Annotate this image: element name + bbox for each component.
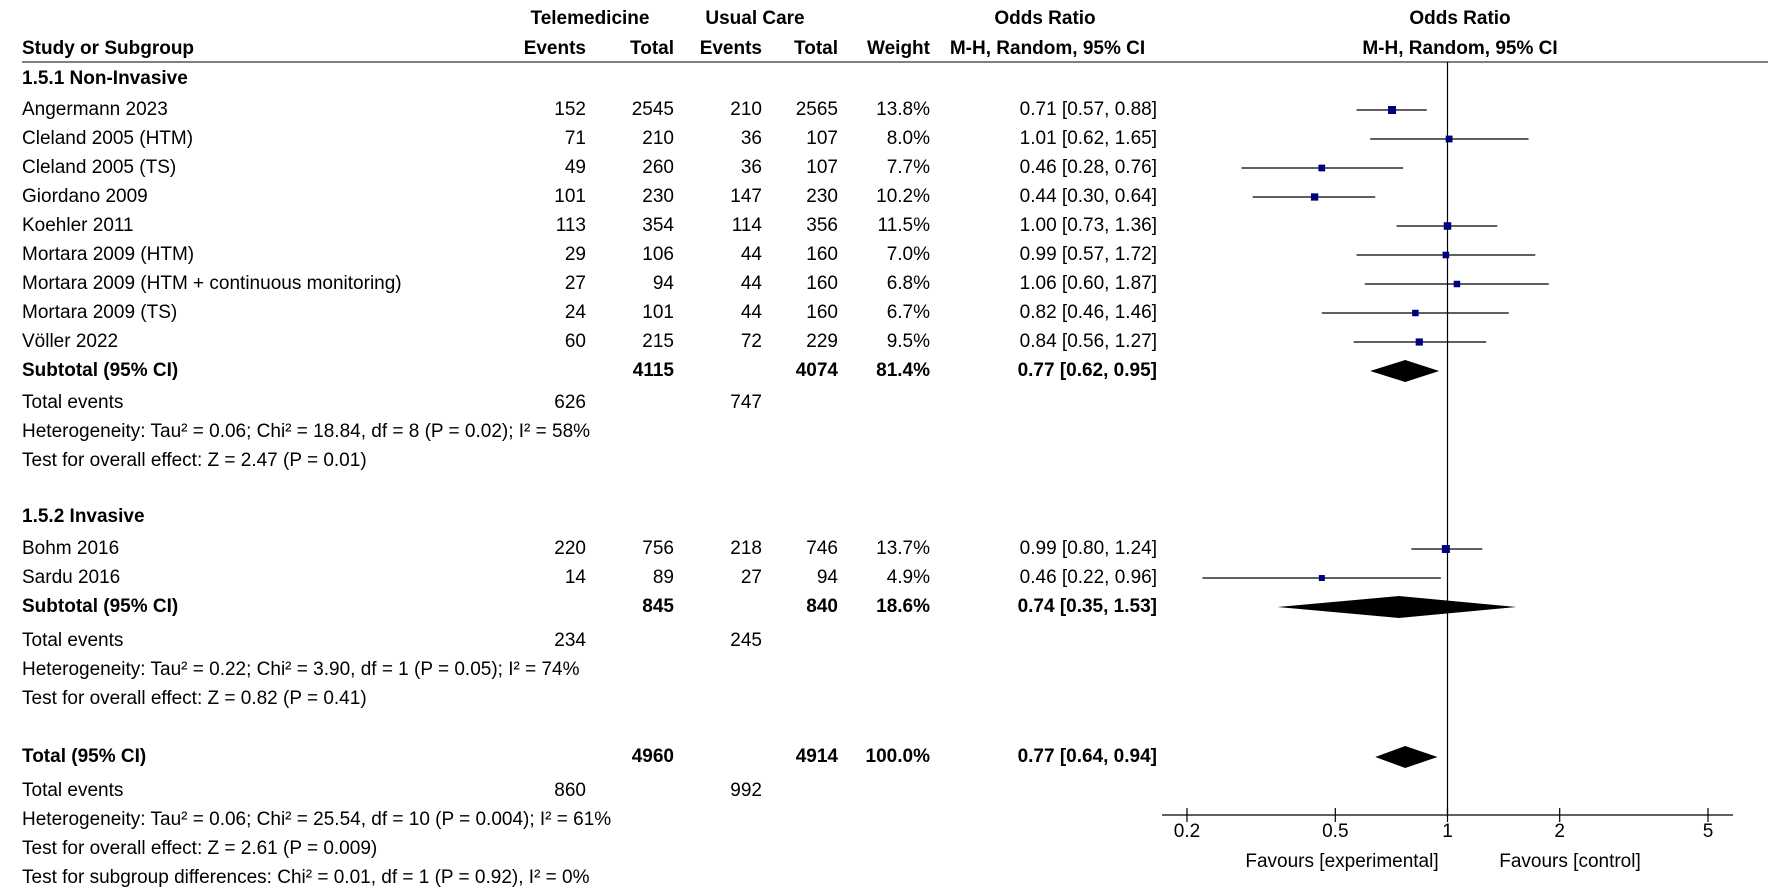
weight: 11.5% <box>877 215 930 236</box>
events1: 60 <box>564 331 586 352</box>
total-total2: 4914 <box>795 746 838 767</box>
total1: 94 <box>652 273 674 294</box>
x-tick-label: 0.5 <box>1322 821 1349 842</box>
group1-header: Telemedicine <box>530 8 650 29</box>
events2: 72 <box>740 331 762 352</box>
subtotal-total1: 4115 <box>632 360 674 381</box>
odds-ratio-ci: 1.00 [0.73, 1.36] <box>1019 215 1157 236</box>
col-total1: Total <box>630 38 674 59</box>
col-method: M-H, Random, 95% CI <box>949 38 1146 59</box>
events1: 14 <box>564 567 586 588</box>
weight: 13.7% <box>876 538 930 559</box>
study-name: Bohm 2016 <box>22 538 120 559</box>
x-tick-label: 0.2 <box>1173 821 1201 842</box>
heterogeneity: Heterogeneity: Tau² = 0.06; Chi² = 18.84, df = 8 (P = 0.02); I² = 58% <box>22 421 591 442</box>
total-label: Total (95% CI) <box>22 746 147 767</box>
study-marker <box>1416 338 1423 345</box>
study-name: Angermann 2023 <box>22 99 168 120</box>
total1: 89 <box>652 567 674 588</box>
total-total1: 4960 <box>631 746 674 767</box>
total2: 160 <box>806 302 838 323</box>
events1: 113 <box>555 215 586 236</box>
weight: 4.9% <box>886 567 930 588</box>
study-marker <box>1319 575 1325 581</box>
total2: 160 <box>806 273 838 294</box>
total-events-label: Total events <box>22 630 124 651</box>
total2: 2565 <box>795 99 838 120</box>
total-heterogeneity: Heterogeneity: Tau² = 0.06; Chi² = 25.54, df = 10 (P = 0.004); I² = 61% <box>22 809 612 830</box>
total2: 160 <box>806 244 838 265</box>
x-tick-label: 1 <box>1442 821 1453 842</box>
study-name: Cleland 2005 (HTM) <box>22 128 194 149</box>
odds-ratio-ci: 0.71 [0.57, 0.88] <box>1019 99 1157 120</box>
heterogeneity: Heterogeneity: Tau² = 0.22; Chi² = 3.90, df = 1 (P = 0.05); I² = 74% <box>22 659 580 680</box>
events1: 24 <box>564 302 586 323</box>
study-marker <box>1444 222 1452 230</box>
total-events2: 245 <box>730 630 762 651</box>
odds-ratio-ci: 0.84 [0.56, 1.27] <box>1019 331 1157 352</box>
odds-ratio-ci: 0.99 [0.57, 1.72] <box>1019 244 1157 265</box>
study-name: Mortara 2009 (HTM + continuous monitoring) <box>22 273 402 294</box>
events1: 101 <box>554 186 586 207</box>
total1: 101 <box>642 302 674 323</box>
total2: 107 <box>806 157 838 178</box>
weight: 8.0% <box>886 128 930 149</box>
study-name: Mortara 2009 (TS) <box>22 302 178 323</box>
events2: 44 <box>740 302 762 323</box>
weight: 6.8% <box>886 273 930 294</box>
events2: 44 <box>740 244 762 265</box>
favours-control: Favours [control] <box>1499 851 1641 872</box>
events1: 29 <box>564 244 586 265</box>
total-events1: 626 <box>554 392 586 413</box>
total2: 94 <box>816 567 838 588</box>
subtotal-label: Subtotal (95% CI) <box>22 360 179 381</box>
col-total2: Total <box>794 38 838 59</box>
study-name: Völler 2022 <box>22 331 119 352</box>
odds-ratio-ci: 0.82 [0.46, 1.46] <box>1019 302 1157 323</box>
total1: 260 <box>642 157 674 178</box>
events2: 36 <box>740 128 762 149</box>
total-events-label: Total events <box>22 780 124 801</box>
total1: 230 <box>642 186 674 207</box>
events1: 152 <box>554 99 586 120</box>
study-marker <box>1318 165 1325 172</box>
total1: 756 <box>642 538 674 559</box>
study-name: Koehler 2011 <box>22 215 134 236</box>
total1: 210 <box>642 128 674 149</box>
weight: 6.7% <box>886 302 930 323</box>
plot-header: Odds Ratio <box>1409 8 1511 29</box>
weight: 7.7% <box>886 157 930 178</box>
total-events2: 747 <box>730 392 762 413</box>
total1: 106 <box>642 244 674 265</box>
overall-effect: Test for overall effect: Z = 2.47 (P = 0.01) <box>22 450 367 471</box>
study-name: Cleland 2005 (TS) <box>22 157 177 178</box>
total2: 356 <box>806 215 838 236</box>
subtotal-total2: 840 <box>806 596 838 617</box>
col-events1: Events <box>523 38 586 59</box>
events2: 27 <box>740 567 762 588</box>
total2: 230 <box>806 186 838 207</box>
overall-effect: Test for overall effect: Z = 0.82 (P = 0.41) <box>22 688 367 709</box>
odds-ratio-ci: 0.46 [0.28, 0.76] <box>1019 157 1157 178</box>
x-tick-label: 2 <box>1554 821 1565 842</box>
study-marker <box>1442 545 1450 553</box>
subtotal-label: Subtotal (95% CI) <box>22 596 179 617</box>
events1: 27 <box>564 273 586 294</box>
total2: 107 <box>806 128 838 149</box>
subtotal-total2: 4074 <box>795 360 838 381</box>
total-events1: 234 <box>554 630 586 651</box>
total-events1: 860 <box>554 780 586 801</box>
summary-diamond <box>1278 596 1517 618</box>
study-marker <box>1412 310 1418 316</box>
total1: 2545 <box>631 99 674 120</box>
total-ci: 0.77 [0.64, 0.94] <box>1017 746 1157 767</box>
x-tick-label: 5 <box>1702 821 1714 842</box>
col-study: Study or Subgroup <box>22 38 195 59</box>
total2: 746 <box>806 538 838 559</box>
study-name: Giordano 2009 <box>22 186 148 207</box>
study-marker <box>1388 106 1396 114</box>
subgroup-title: 1.5.2 Invasive <box>22 506 145 527</box>
study-name: Mortara 2009 (HTM) <box>22 244 195 265</box>
summary-diamond <box>1375 746 1437 768</box>
total-overall-effect: Test for overall effect: Z = 2.61 (P = 0.009) <box>22 838 378 859</box>
weight: 9.5% <box>886 331 930 352</box>
subtotal-weight: 18.6% <box>876 596 930 617</box>
study-marker <box>1454 281 1461 288</box>
odds-ratio-ci: 1.06 [0.60, 1.87] <box>1019 273 1157 294</box>
total1: 215 <box>642 331 674 352</box>
odds-ratio-ci: 0.99 [0.80, 1.24] <box>1019 538 1157 559</box>
col-events2: Events <box>699 38 762 59</box>
events2: 114 <box>731 215 762 236</box>
subtotal-weight: 81.4% <box>876 360 930 381</box>
weight: 13.8% <box>876 99 930 120</box>
events2: 36 <box>740 157 762 178</box>
study-marker <box>1311 193 1318 200</box>
total-weight: 100.0% <box>865 746 930 767</box>
events2: 210 <box>730 99 762 120</box>
odds-ratio-header: Odds Ratio <box>994 8 1096 29</box>
odds-ratio-ci: 0.46 [0.22, 0.96] <box>1019 567 1157 588</box>
events2: 218 <box>730 538 762 559</box>
total2: 229 <box>806 331 838 352</box>
total-events2: 992 <box>730 780 762 801</box>
subgroup-differences: Test for subgroup differences: Chi² = 0.01, df = 1 (P = 0.92), I² = 0% <box>22 867 590 888</box>
subtotal-total1: 845 <box>642 596 674 617</box>
summary-diamond <box>1370 360 1439 382</box>
study-marker <box>1446 136 1453 143</box>
group2-header: Usual Care <box>705 8 805 29</box>
weight: 10.2% <box>876 186 930 207</box>
subgroup-title: 1.5.1 Non-Invasive <box>22 68 188 89</box>
study-name: Sardu 2016 <box>22 567 121 588</box>
favours-experimental: Favours [experimental] <box>1245 851 1439 872</box>
col-weight: Weight <box>867 38 930 59</box>
total-events-label: Total events <box>22 392 124 413</box>
odds-ratio-ci: 1.01 [0.62, 1.65] <box>1019 128 1157 149</box>
odds-ratio-ci: 0.44 [0.30, 0.64] <box>1019 186 1157 207</box>
weight: 7.0% <box>886 244 930 265</box>
events1: 220 <box>554 538 586 559</box>
events2: 147 <box>730 186 762 207</box>
subtotal-ci: 0.77 [0.62, 0.95] <box>1017 360 1157 381</box>
events1: 71 <box>564 128 586 149</box>
total1: 354 <box>642 215 674 236</box>
subtotal-ci: 0.74 [0.35, 1.53] <box>1017 596 1157 617</box>
events1: 49 <box>564 157 586 178</box>
events2: 44 <box>740 273 762 294</box>
plot-method: M-H, Random, 95% CI <box>1362 38 1558 59</box>
study-marker <box>1443 252 1450 259</box>
